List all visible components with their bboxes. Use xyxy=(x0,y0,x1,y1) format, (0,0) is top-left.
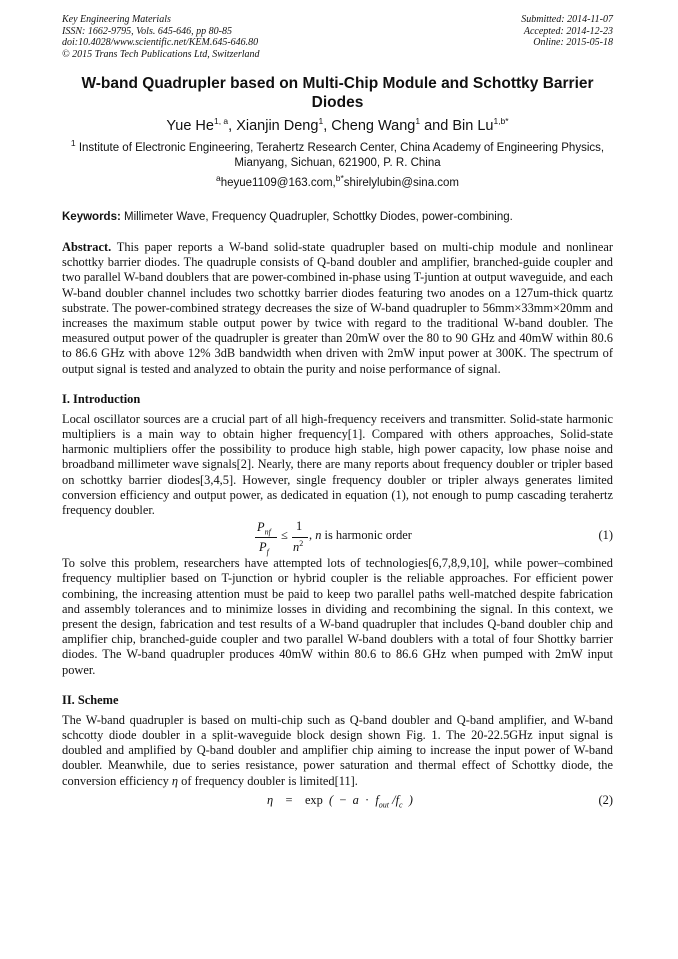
author-affil-sup: 1,b* xyxy=(493,116,509,127)
abstract-label: Abstract. xyxy=(62,240,112,254)
eq2-equals: = xyxy=(285,792,293,807)
equation-2 xyxy=(62,793,613,813)
author-separator: , xyxy=(228,118,237,134)
scheme-p1-tail: of frequency doubler is limited[11]. xyxy=(178,773,358,788)
doi-line: doi:10.4028/www.scientific.net/KEM.645-646.80 xyxy=(62,37,259,48)
author-name: Xianjin Deng xyxy=(236,118,319,134)
eq1-tail-text: is harmonic order xyxy=(321,528,412,543)
eq1-n: n xyxy=(293,540,300,555)
intro-paragraph-2: To solve this problem, researchers have attempted lots of technologies[6,7,8,9,10], while power–combined frequency multiplier based on T-junction or hybrid coupler is the reliable approaches. For efficient power combining, the increasing attention must be paid to keep two parallel paths well-matched despite fabrication and assembly tolerances and to minimize losses in dividing and recombining the signal. In this context, we present the design, fabrication and test results of a W-band quadrupler that includes Q-band doubler chip and amplifier chip, branched-guide coupler and two parallel W-band doublers with a total of four Shottky barrier diodes. The W-band quadrupler produces 40mW within 80.6 to 86.6 GHz when pumped with 2mW input power. xyxy=(62,556,613,677)
email-line xyxy=(62,173,613,191)
eq1-num-symbol: P xyxy=(257,520,265,535)
eq1-one: 1 xyxy=(296,519,303,534)
keywords-label: Keywords: xyxy=(62,211,121,223)
eq1-fraction-bar-2 xyxy=(292,537,308,538)
copyright-line: © 2015 Trans Tech Publications Ltd, Switzerland xyxy=(62,48,260,60)
author-name: Bin Lu xyxy=(452,118,494,134)
email-sup-a: a xyxy=(215,173,221,184)
journal-header xyxy=(62,14,613,60)
issn-line: ISSN: 1662-9795, Vols. 645-646, pp 80-85 xyxy=(62,25,232,37)
scheme-p1-text: The W-band quadrupler is based on multi-chip such as Q-band doubler and Q-band amplifier, and W-band schcotty diode doubler in a split-waveguide block design shown Fig. 1. The 20-22.5GHz input signal is doubled and amplified by Q-band doubler and amplifier chip aiming to increase the input power of W-band doubler. Meanwhile, due to series resistance, power saturation and thermal effect of Schottky diode, the conversion efficiency xyxy=(62,712,613,788)
section-heading-scheme: II. Scheme xyxy=(62,692,119,707)
header-left xyxy=(62,14,260,60)
eq2-f: f xyxy=(375,792,379,807)
eq2-minus: − xyxy=(339,792,347,807)
submitted-date: Submitted: 2014-11-07 xyxy=(521,14,613,25)
eq2-fc-sub: c xyxy=(399,800,403,810)
eq1-n-squared xyxy=(293,539,303,555)
eq1-leq: ≤ xyxy=(281,528,288,543)
keywords-text: Millimeter Wave, Frequency Quadrupler, Schottky Diodes, power-combining. xyxy=(120,211,513,223)
eq2-expression xyxy=(267,793,413,809)
accepted-date: Accepted: 2014-12-23 xyxy=(523,25,613,37)
eq1-den-sub: f xyxy=(266,547,269,557)
section-heading-introduction: I. Introduction xyxy=(62,391,141,406)
scheme-paragraph-1 xyxy=(62,713,613,789)
email-a: heyue1109@163.com, xyxy=(220,177,336,189)
affiliation-sup: 1 xyxy=(70,138,76,149)
eq1-numerator xyxy=(257,520,271,536)
abstract xyxy=(62,240,613,377)
intro-paragraph-1: Local oscillator sources are a crucial part of all high-frequency receivers and transmitter. Solid-state harmonic multipliers is a main way to obtain higher frequency[1]. Compared with others approaches, Solid-state harmonic multipliers offer the possibility to produce high stable, high power capacity, low phase noise and broadband millimeter wave signals[2]. Nearly, there are many reports about frequency doubler or tripler based on schottky barrier diodes[3,4,5]. However, single frequency doubler or tripler always generates limited conversion efficiency and output power, as dedicated in equation (1), not enough to pump cascading terahertz frequency doubler. xyxy=(62,411,613,518)
affiliation xyxy=(62,138,613,171)
affiliation-text: Institute of Electronic Engineering, Terahertz Research Center, China Academy of Engineering Physics, Mianyang, Sichuan, 621900, P. R. China xyxy=(75,142,605,169)
eq2-slash: / xyxy=(392,792,396,807)
eq1-number: (1) xyxy=(598,528,613,543)
author-name: Cheng Wang xyxy=(331,118,416,134)
online-date: Online: 2015-05-18 xyxy=(533,37,613,48)
eq1-tail-n: n xyxy=(315,528,322,543)
abstract-text: This paper reports a W-band solid-state quadrupler based on multi-chip module and nonlinear schottky barrier diodes. The quadruple consists of Q-band doubler and amplifier, branched-guide coupler and two parallel W-band doublers that are power-combined in-phase using T-juntion at output waveguide, and each W-band doubler channel includes two schottky barrier diodes featuring two anodes on a 127um-thick quartz substrate. The power-combined strategy decreases the size of W-band quadrupler to 56mm×33mm×20mm and increases the maximum stable output power by twice with regard to the traditional W-band doubler. The measured output power of the quadrupler is greater than 20mW over the 80 to 90 GHz and 40mW within 80.6 to 86.6 GHz with above 12% 3dB bandwidth when driven with 2mW input power at 300K. The spectrum of output signal is tested and analyzed to obtain the purity and noise performance of signal. xyxy=(62,240,613,376)
eq2-fc: f xyxy=(395,792,400,807)
header-right xyxy=(521,14,613,60)
eq1-den-symbol: P xyxy=(259,540,267,555)
eq1-tail: , n is harmonic order xyxy=(309,528,412,543)
equation-1 xyxy=(62,518,613,556)
author-affil-sup: 1 xyxy=(318,116,324,127)
eq1-num-sub: nf xyxy=(264,527,271,537)
email-sup-b: b* xyxy=(335,173,344,184)
paper-title: W-band Quadrupler based on Multi-Chip Module and Schottky Barrier Diodes xyxy=(81,75,594,111)
paper-page xyxy=(62,14,613,813)
eq2-number: (2) xyxy=(598,792,613,807)
eq1-fraction-bar xyxy=(255,537,277,538)
email-b: shirelylubin@sina.com xyxy=(343,177,460,189)
scheme-eta: η xyxy=(171,773,179,788)
eq2-f-sub: out xyxy=(378,800,390,810)
author-affil-sup: 1, a xyxy=(213,116,229,127)
eq2-a: a xyxy=(352,792,359,807)
keywords xyxy=(62,210,613,225)
author-separator: , xyxy=(323,118,332,134)
eq2-exp: exp xyxy=(304,792,323,807)
eq1-n-sup: 2 xyxy=(299,539,304,549)
eq2-dot: · xyxy=(364,792,370,807)
eq2-close-paren: ) xyxy=(408,792,413,807)
author-separator: and xyxy=(420,118,453,134)
eq1-denominator xyxy=(259,540,269,556)
author-list xyxy=(62,117,613,135)
eq2-eta: η xyxy=(267,792,274,807)
author-name: Yue He xyxy=(166,118,214,134)
eq2-open-paren: ( xyxy=(329,792,334,807)
journal-name: Key Engineering Materials xyxy=(62,14,171,25)
author-affil-sup: 1 xyxy=(415,116,421,127)
